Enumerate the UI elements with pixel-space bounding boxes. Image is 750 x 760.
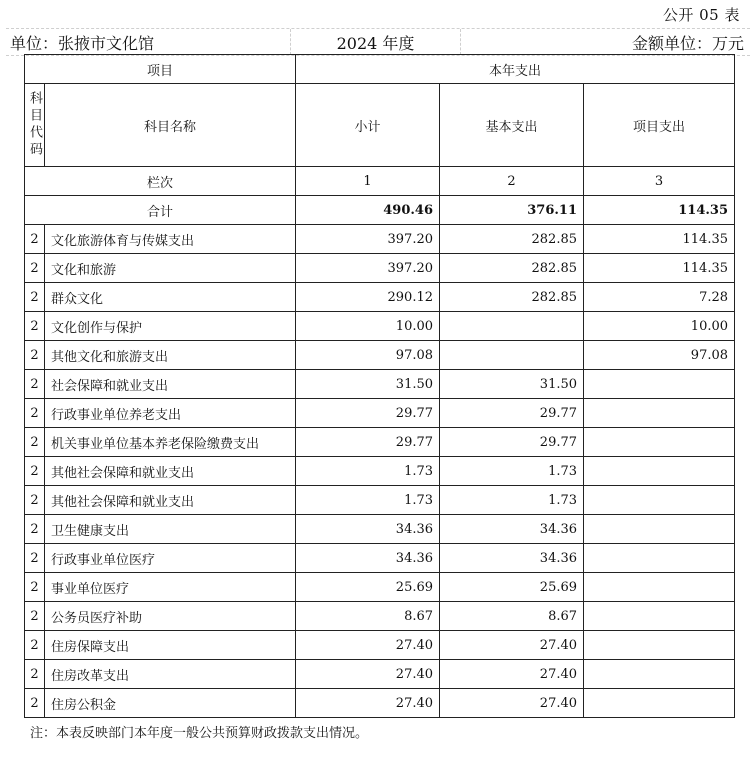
table-row <box>25 370 735 399</box>
subject-code-cell: 2 <box>25 660 45 689</box>
subject-name-cell: 公务员医疗补助 <box>45 602 296 631</box>
subtotal-cell: 397.20 <box>296 225 440 254</box>
project-expense-cell: 7.28 <box>584 283 735 312</box>
expense-table <box>24 54 735 718</box>
subject-name-cell: 其他文化和旅游支出 <box>45 341 296 370</box>
table-row <box>25 602 735 631</box>
basic-expense-cell: 27.40 <box>440 660 584 689</box>
total-subtotal: 490.46 <box>296 196 440 225</box>
header-spacer <box>461 29 632 55</box>
table-row <box>25 457 735 486</box>
basic-expense-cell <box>440 341 584 370</box>
subtotal-cell: 29.77 <box>296 399 440 428</box>
column-index-label: 栏次 <box>25 167 296 196</box>
subtotal-cell: 31.50 <box>296 370 440 399</box>
total-project: 114.35 <box>584 196 735 225</box>
subject-name-cell: 文化和旅游 <box>45 254 296 283</box>
subject-code-cell: 2 <box>25 457 45 486</box>
subtotal-cell: 29.77 <box>296 428 440 457</box>
subtotal-cell: 27.40 <box>296 631 440 660</box>
project-expense-cell <box>584 631 735 660</box>
column-index-3: 3 <box>584 167 735 196</box>
subject-name-cell: 卫生健康支出 <box>45 515 296 544</box>
basic-expense-cell: 1.73 <box>440 457 584 486</box>
report-year: 2024 年度 <box>291 29 461 55</box>
project-expense-cell <box>584 486 735 515</box>
subtotal-cell: 397.20 <box>296 254 440 283</box>
subject-name-cell: 住房改革支出 <box>45 660 296 689</box>
project-expense-cell <box>584 457 735 486</box>
basic-expense-cell: 34.36 <box>440 515 584 544</box>
project-expense-cell <box>584 573 735 602</box>
table-row <box>25 428 735 457</box>
basic-expense-cell: 282.85 <box>440 225 584 254</box>
basic-expense-cell: 282.85 <box>440 283 584 312</box>
subtotal-cell: 27.40 <box>296 689 440 718</box>
subject-name-cell: 行政事业单位养老支出 <box>45 399 296 428</box>
subject-code-cell: 2 <box>25 631 45 660</box>
project-expense-cell <box>584 428 735 457</box>
subject-name-cell: 文化旅游体育与传媒支出 <box>45 225 296 254</box>
basic-expense-cell: 8.67 <box>440 602 584 631</box>
project-expense-cell <box>584 515 735 544</box>
basic-expense-cell: 29.77 <box>440 428 584 457</box>
table-row <box>25 225 735 254</box>
project-header: 项目 <box>25 55 296 84</box>
basic-expense-cell: 25.69 <box>440 573 584 602</box>
table-row <box>25 660 735 689</box>
subject-code-cell: 2 <box>25 689 45 718</box>
project-expense-cell <box>584 660 735 689</box>
subject-name-cell: 住房保障支出 <box>45 631 296 660</box>
subject-code-cell: 2 <box>25 544 45 573</box>
column-index-2: 2 <box>440 167 584 196</box>
header-row-1 <box>25 55 735 84</box>
total-row <box>25 196 735 225</box>
subject-name-cell: 社会保障和就业支出 <box>45 370 296 399</box>
subject-name-cell: 文化创作与保护 <box>45 312 296 341</box>
form-number-label: 公开 05 表 <box>662 6 740 24</box>
table-row <box>25 631 735 660</box>
table-row <box>25 341 735 370</box>
project-expense-cell <box>584 544 735 573</box>
basic-expense-cell <box>440 312 584 341</box>
subtotal-cell: 10.00 <box>296 312 440 341</box>
header-row-2 <box>25 84 735 167</box>
basic-expense-cell: 27.40 <box>440 689 584 718</box>
subject-name-cell: 其他社会保障和就业支出 <box>45 486 296 515</box>
subject-code-cell: 2 <box>25 515 45 544</box>
table-row <box>25 544 735 573</box>
project-expense-cell <box>584 689 735 718</box>
table-row <box>25 283 735 312</box>
subject-code-cell: 2 <box>25 428 45 457</box>
subject-code-label: 科目代码 <box>27 91 42 159</box>
subject-code-cell: 2 <box>25 225 45 254</box>
column-index-1: 1 <box>296 167 440 196</box>
subject-name-cell: 住房公积金 <box>45 689 296 718</box>
table-row <box>25 486 735 515</box>
project-expense-cell: 10.00 <box>584 312 735 341</box>
subtotal-header: 小计 <box>296 84 440 167</box>
project-expense-header: 项目支出 <box>584 84 735 167</box>
table-row <box>25 573 735 602</box>
subtotal-cell: 8.67 <box>296 602 440 631</box>
table-row <box>25 399 735 428</box>
subject-code-header <box>25 84 45 167</box>
subject-code-cell: 2 <box>25 486 45 515</box>
subject-name-cell: 行政事业单位医疗 <box>45 544 296 573</box>
subtotal-cell: 97.08 <box>296 341 440 370</box>
subject-name-cell: 群众文化 <box>45 283 296 312</box>
project-expense-cell <box>584 370 735 399</box>
unit-name: 单位：张掖市文化馆 <box>6 29 291 55</box>
subject-code-cell: 2 <box>25 399 45 428</box>
subject-code-cell: 2 <box>25 254 45 283</box>
total-label: 合计 <box>25 196 296 225</box>
total-basic: 376.11 <box>440 196 584 225</box>
subtotal-cell: 290.12 <box>296 283 440 312</box>
subtotal-cell: 27.40 <box>296 660 440 689</box>
subject-code-cell: 2 <box>25 602 45 631</box>
subject-code-cell: 2 <box>25 283 45 312</box>
subtotal-cell: 1.73 <box>296 486 440 515</box>
money-unit: 金额单位：万元 <box>631 33 744 53</box>
current-year-expense-header: 本年支出 <box>296 55 735 84</box>
subject-code-cell: 2 <box>25 341 45 370</box>
basic-expense-cell: 29.77 <box>440 399 584 428</box>
subtotal-cell: 1.73 <box>296 457 440 486</box>
table-row <box>25 254 735 283</box>
project-expense-cell: 114.35 <box>584 225 735 254</box>
basic-expense-cell: 1.73 <box>440 486 584 515</box>
subject-name-cell: 其他社会保障和就业支出 <box>45 457 296 486</box>
subtotal-cell: 25.69 <box>296 573 440 602</box>
table-row <box>25 689 735 718</box>
project-expense-cell <box>584 399 735 428</box>
basic-expense-cell: 31.50 <box>440 370 584 399</box>
table-note: 注：本表反映部门本年度一般公共预算财政拨款支出情况。 <box>30 726 369 741</box>
subtotal-cell: 34.36 <box>296 515 440 544</box>
basic-expense-header: 基本支出 <box>440 84 584 167</box>
report-header <box>6 28 750 56</box>
project-expense-cell <box>584 602 735 631</box>
subject-name-header: 科目名称 <box>45 84 296 167</box>
subject-name-cell: 机关事业单位基本养老保险缴费支出 <box>45 428 296 457</box>
subject-code-cell: 2 <box>25 370 45 399</box>
basic-expense-cell: 34.36 <box>440 544 584 573</box>
basic-expense-cell: 27.40 <box>440 631 584 660</box>
subject-code-cell: 2 <box>25 312 45 341</box>
table-row <box>25 312 735 341</box>
subtotal-cell: 34.36 <box>296 544 440 573</box>
basic-expense-cell: 282.85 <box>440 254 584 283</box>
subject-name-cell: 事业单位医疗 <box>45 573 296 602</box>
table-row <box>25 515 735 544</box>
project-expense-cell: 114.35 <box>584 254 735 283</box>
column-index-row <box>25 167 735 196</box>
project-expense-cell: 97.08 <box>584 341 735 370</box>
subject-code-cell: 2 <box>25 573 45 602</box>
